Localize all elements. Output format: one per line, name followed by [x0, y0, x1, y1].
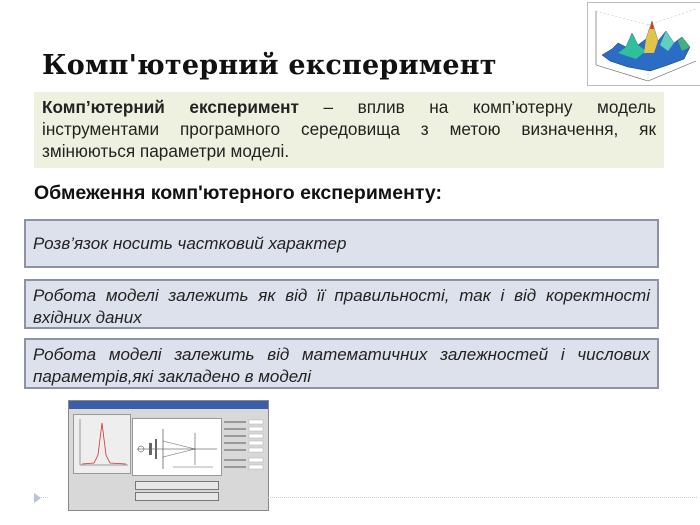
limitations-heading: Обмеження комп'ютерного експерименту:	[34, 182, 442, 204]
app-button-graphic-1	[135, 481, 219, 490]
app-parameters-panel	[223, 418, 265, 474]
definition-text: – вплив на комп’ютерну модель інструментами програмного середовища з метою визначення, як змінюються параметри моделі.	[42, 97, 656, 161]
limitation-text-3: Робота моделі залежить від математичних залежностей і числових параметрів,які закладено в моделі	[33, 345, 650, 386]
app-titlebar	[69, 401, 268, 409]
definition-box	[34, 92, 664, 168]
app-button-graphic-2	[135, 492, 219, 501]
limitation-item-2	[24, 279, 659, 329]
definition-term: Комп’ютерний експеримент	[42, 97, 299, 117]
dotted-footer-line-right	[267, 497, 697, 498]
3d-surface-plot-image	[587, 2, 700, 86]
app-plot-graphic	[73, 414, 131, 474]
limitation-text-1: Розв’язок носить частковий характер	[33, 233, 347, 253]
limitation-text-2: Робота моделі залежить як від її правильності, так і від коректності вхідних даних	[33, 286, 650, 327]
slide-title: Комп'ютерний експеримент	[42, 50, 497, 81]
app-optical-scheme-graphic	[132, 418, 222, 476]
limitation-item-3	[24, 338, 659, 389]
fresnel-diffraction-app-screenshot	[68, 400, 269, 511]
nav-arrow-icon[interactable]	[34, 493, 41, 503]
limitation-item-1	[24, 219, 659, 268]
